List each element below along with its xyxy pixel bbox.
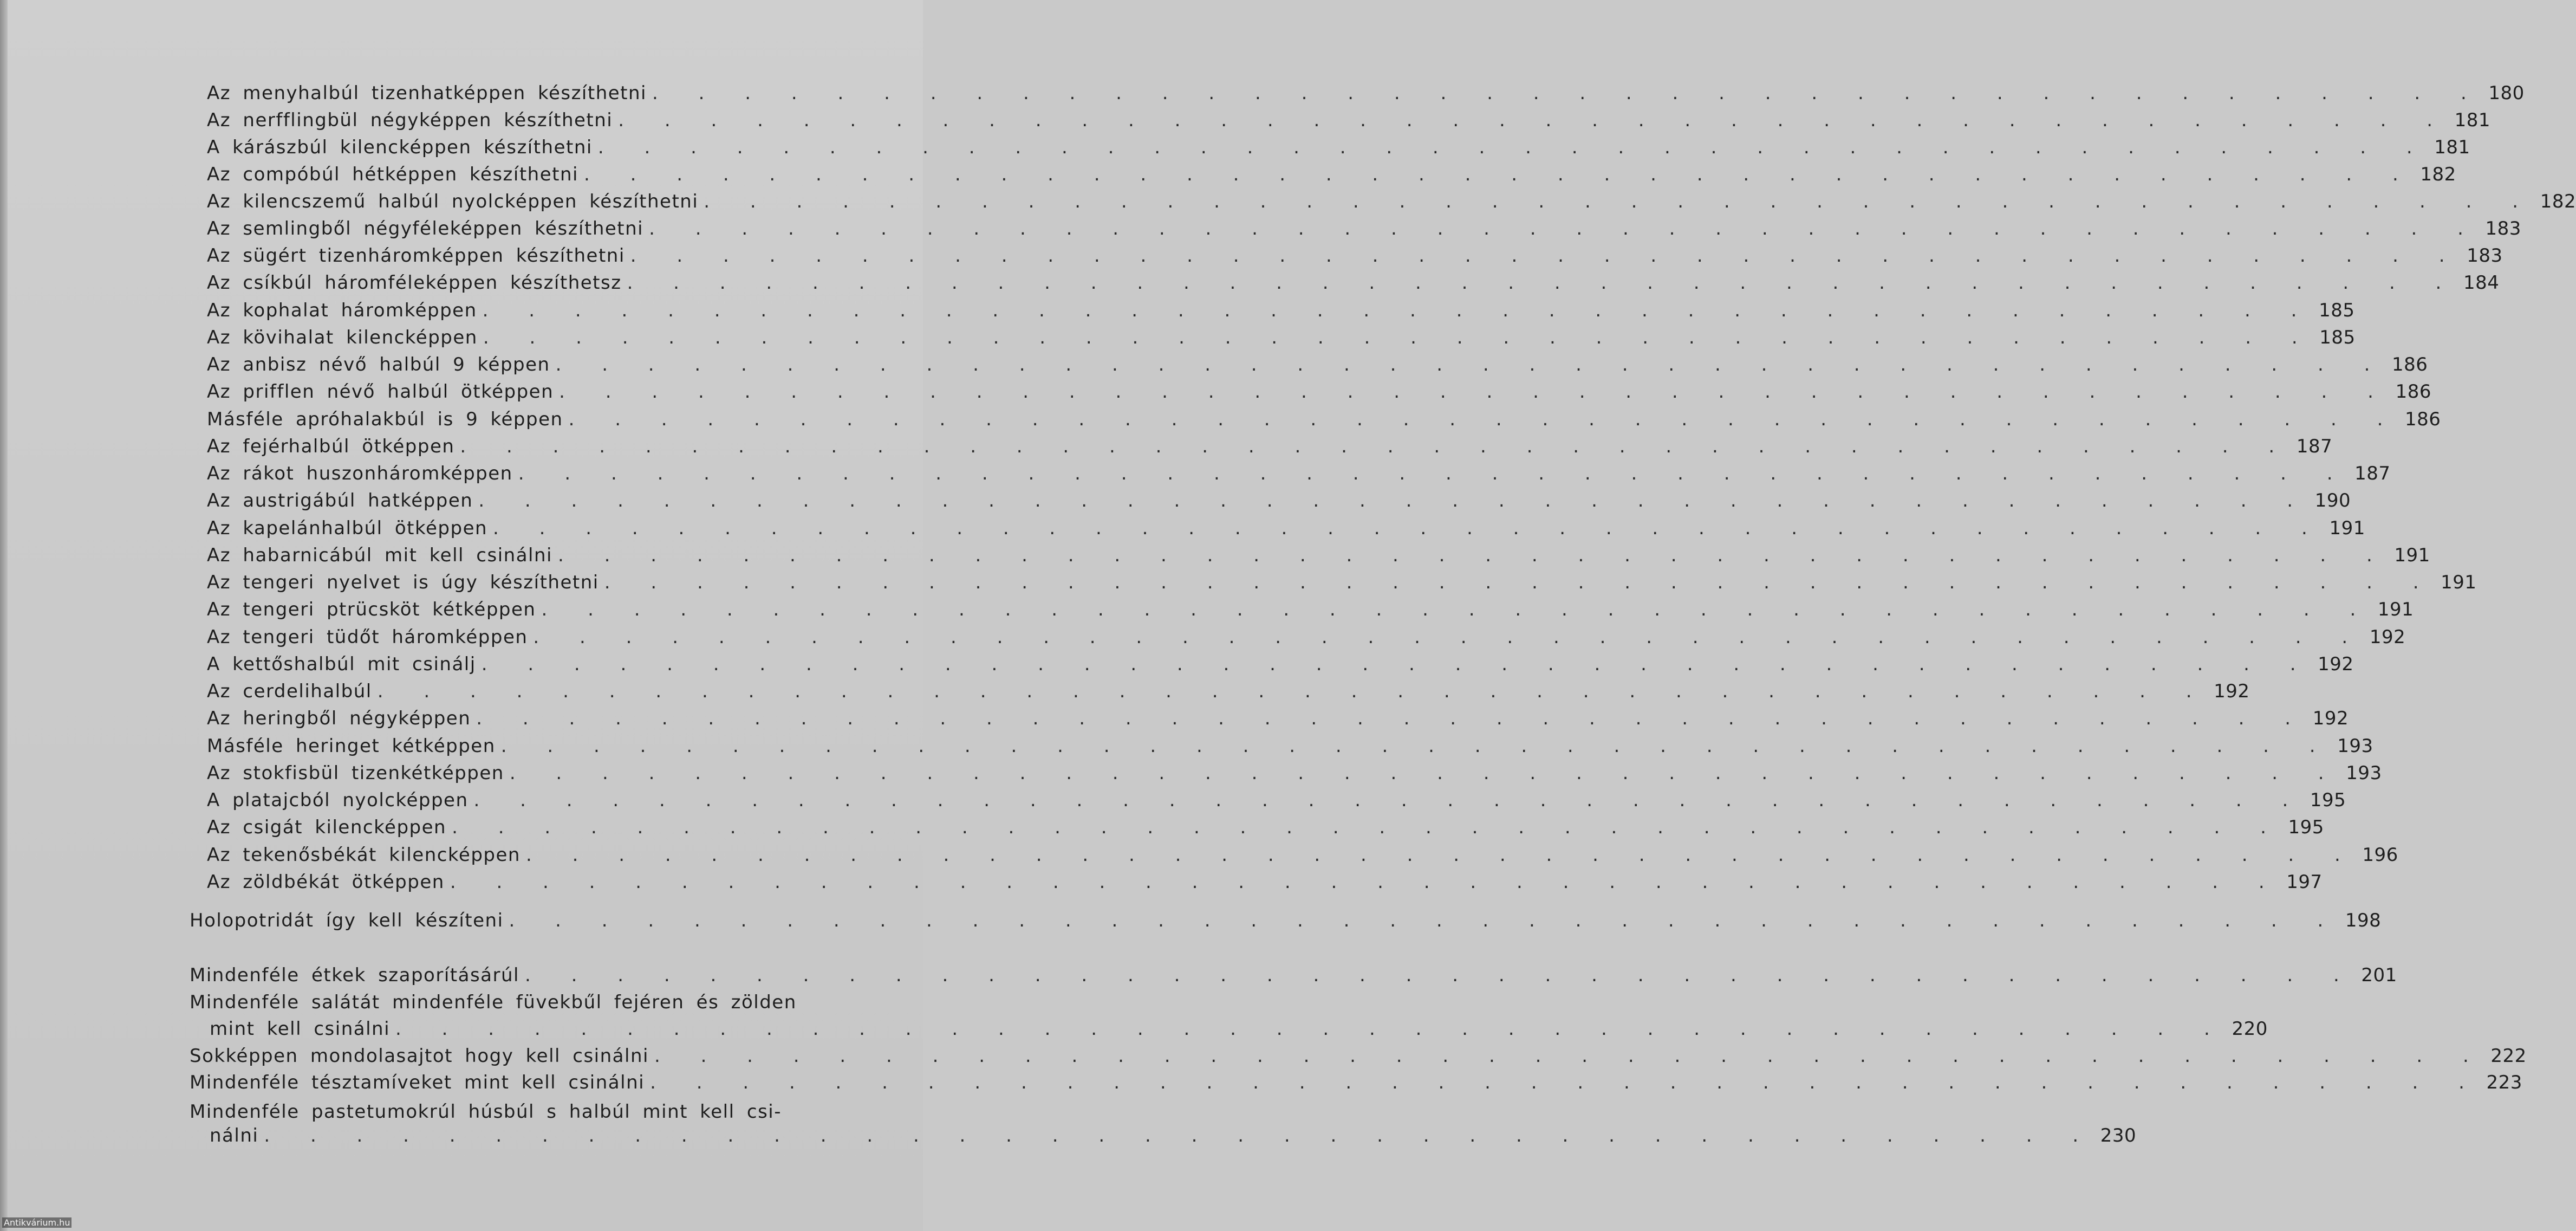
toc-entry-title: Az anbisz névő halbúl 9 képpen xyxy=(207,354,550,375)
toc-entry xyxy=(210,1124,2137,1148)
toc-entry xyxy=(190,1044,2527,1068)
toc-entry xyxy=(207,489,2351,513)
toc-entry-title: Az austrigábúl hatképpen xyxy=(207,490,473,511)
toc-entry xyxy=(207,81,2525,105)
toc-entry-title: Az habarnicábúl mit kell csinálni xyxy=(207,545,552,566)
toc-entry xyxy=(207,707,2349,730)
toc-entry-title: Az tekenősbékát kilencképpen xyxy=(207,844,521,866)
toc-entry-title-continuation: mint kell csinálni xyxy=(210,1018,391,1040)
toc-entry-title: Mindenféle étkek szaporításárúl xyxy=(190,964,519,986)
toc-page-number: 201 xyxy=(2361,964,2397,986)
toc-entry-title: Az semlingből négyféleképpen készíthetni xyxy=(207,218,644,239)
toc-leader-dots: . . . . . . . . . . . . . . . . . . . . . . . . . . . . . . . . . . . . . . . . xyxy=(533,626,2363,648)
toc-entry-title-line1: Mindenféle salátát mindenféle füvekbűl fejéren és zölden xyxy=(190,992,797,1013)
toc-leader-dots: . . . . . . . . . . . . . . . . . . . . . . . . . . . . . . . . . . . . . . . . xyxy=(452,817,2281,838)
toc-entry xyxy=(207,571,2477,594)
toc-entry-title: Az nerfflingbül négyképpen készíthetni xyxy=(207,109,613,131)
toc-leader-dots: . . . . . . . . . . . . . . . . . . . . . . . . . . . . . . . . . . . . . . . . xyxy=(473,789,2303,811)
toc-entry xyxy=(207,598,2414,621)
toc-leader-dots: . . . . . . . . . . . . . . . . . . . . . . . . . . . . . . . . . . . . . . . . xyxy=(568,409,2398,430)
toc-page-number: 193 xyxy=(2337,735,2373,757)
toc-entry-title-line1: Mindenféle pastetumokrúl húsbúl s halbúl mint kell csi- xyxy=(190,1101,782,1123)
toc-page-number: 187 xyxy=(2296,436,2333,457)
toc-entry-title: Mindenféle tésztamíveket mint kell csinálni xyxy=(190,1072,645,1093)
toc-page-number: 222 xyxy=(2490,1045,2527,1067)
toc-leader-dots: . . . . . . . . . . . . . . . . . . . . . . . . . . . . . . . . . . . . . . . . xyxy=(583,164,2413,185)
toc-page-number: 192 xyxy=(2214,681,2250,702)
toc-page-number: 182 xyxy=(2420,164,2456,185)
toc-page-number: 191 xyxy=(2377,599,2414,620)
toc-entry xyxy=(207,135,2470,159)
toc-entry-title: Az heringből négyképpen xyxy=(207,708,471,729)
toc-leader-dots: . . . . . . . . . . . . . . . . . . . . . . . . . . . . . . . . . . . . . . . . xyxy=(481,653,2311,675)
toc-page-number: 191 xyxy=(2441,572,2477,593)
toc-page-number: 183 xyxy=(2467,245,2503,267)
toc-entry-title: Másféle heringet kétképpen xyxy=(207,735,496,757)
toc-page-number: 195 xyxy=(2288,817,2324,838)
toc-leader-dots: . . . . . . . . . . . . . . . . . . . . . . . . . . . . . . . . . . . . . . . . xyxy=(500,735,2330,757)
toc-leader-dots: . . . . . . . . . . . . . . . . . . . . . . . . . . . . . . . . . . . . . . . . xyxy=(493,517,2322,539)
toc-entry xyxy=(207,543,2430,567)
toc-entry xyxy=(210,1017,2268,1041)
toc-leader-dots: . . . . . . . . . . . . . . . . . . . . . . . . . . . . . . . . . . . . . . . . xyxy=(518,463,2347,484)
toc-entry-title: Az kapelánhalbúl ötképpen xyxy=(207,517,488,539)
toc-leader-dots: . . . . . . . . . . . . . . . . . . . . . . . . . . . . . . . . . . . . . . . . xyxy=(460,436,2289,457)
toc-leader-dots: . . . . . . . . . . . . . . . . . . . . . . . . . . . . . . . . . . . . . . . . xyxy=(649,218,2478,239)
toc-entry xyxy=(190,1071,2522,1094)
toc-page-number: 192 xyxy=(2369,626,2406,648)
toc-entry-holopotrida xyxy=(190,909,2382,932)
toc-entry-title: Az sügért tizenháromképpen készíthetni xyxy=(207,245,625,267)
toc-entry xyxy=(207,516,2365,540)
toc-page-number: 230 xyxy=(2100,1125,2137,1146)
toc-entry xyxy=(207,244,2503,268)
toc-page-number: 184 xyxy=(2463,272,2500,294)
toc-entry xyxy=(190,963,2397,987)
toc-entry-title: A kárászbúl kilencképpen készíthetni xyxy=(207,137,593,158)
toc-entry xyxy=(207,679,2250,703)
toc-leader-dots: . . . . . . . . . . . . . . . . . . . . . . . . . . . . . . . . . . . . . . . . xyxy=(557,545,2387,566)
toc-entry-title: Holopotridát így kell készíteni xyxy=(190,910,504,931)
toc-entry-title: Az kövihalat kilencképpen xyxy=(207,327,478,348)
toc-page-number: 182 xyxy=(2540,191,2576,212)
toc-entry-title: Az compóbúl hétképpen készíthetni xyxy=(207,164,578,185)
toc-entry xyxy=(207,788,2346,812)
toc-entry xyxy=(207,625,2406,649)
toc-entry-title: Az rákot huszonháromképpen xyxy=(207,463,513,484)
toc-entry xyxy=(207,299,2355,322)
toc-entry xyxy=(207,734,2373,758)
toc-entry xyxy=(207,326,2356,349)
toc-entry-title: Sokképpen mondolasajtot hogy kell csinálni xyxy=(190,1045,649,1067)
toc-leader-dots: . . . . . . . . . . . . . . . . . . . . . . . . . . . . . . . . . . . . . . . . xyxy=(630,245,2460,267)
toc-entry xyxy=(207,271,2500,295)
toc-entry-title: Másféle apróhalakbúl is 9 képpen xyxy=(207,409,563,430)
toc-entry xyxy=(207,870,2323,894)
toc-page-number: 187 xyxy=(2354,463,2391,484)
toc-page-number: 223 xyxy=(2486,1072,2522,1093)
toc-page-number: 185 xyxy=(2319,300,2355,321)
toc-page-number: 186 xyxy=(2391,354,2428,375)
toc-entry-title: Az kophalat háromképpen xyxy=(207,300,477,321)
toc-entry xyxy=(207,462,2391,485)
toc-leader-dots: . . . . . . . . . . . . . . . . . . . . . . . . . . . . . . . . . . . . . . . . xyxy=(604,572,2434,593)
toc-leader-dots: . . . . . . . . . . . . . . . . . . . . . . . . . . . . . . . . . . . . . . . . xyxy=(627,272,2456,294)
toc-leader-dots: . . . . . . . . . . . . . . . . . . . . . . . . . . . . . . . . . . . . . . . . xyxy=(654,1045,2483,1067)
toc-entry-title: A platajcból nyolcképpen xyxy=(207,789,469,811)
toc-entry-title: Az zöldbékát ötképpen xyxy=(207,871,445,893)
toc-page-number: 193 xyxy=(2346,762,2382,784)
toc-leader-dots: . . . . . . . . . . . . . . . . . . . . . . . . . . . . . . . . . . . . . . . . xyxy=(650,1072,2479,1093)
toc-entry xyxy=(207,435,2333,458)
toc-leader-dots: . . . . . . . . . . . . . . . . . . . . . . . . . . . . . . . . . . . . . . . . xyxy=(450,871,2279,893)
toc-entry-title: Az fejérhalbúl ötképpen xyxy=(207,436,455,457)
toc-leader-dots: . . . . . . . . . . . . . . . . . . . . . . . . . . . . . . . . . . . . . . . . xyxy=(555,354,2385,375)
toc-entry-title-continuation: nálni xyxy=(210,1125,259,1146)
toc-entry xyxy=(207,217,2521,241)
toc-entry-title: A kettőshalbúl mit csinálj xyxy=(207,653,476,675)
toc-page-number: 195 xyxy=(2310,789,2346,811)
toc-page-number: 192 xyxy=(2318,653,2354,675)
toc-leader-dots: . . . . . . . . . . . . . . . . . . . . . . . . . . . . . . . . . . . . . . . . xyxy=(559,381,2388,403)
toc-page-number: 198 xyxy=(2345,910,2382,931)
toc-entry xyxy=(207,163,2456,186)
toc-entry-title: Az cerdelihalbúl xyxy=(207,681,372,702)
toc-entry xyxy=(207,815,2324,839)
toc-leader-dots: . . . . . . . . . . . . . . . . . . . . . . . . . . . . . . . . . . . . . . . . xyxy=(483,327,2312,348)
toc-entry xyxy=(207,380,2431,404)
toc-entry-title: Az stokfisbül tizenkétképpen xyxy=(207,762,504,784)
toc-page-number: 183 xyxy=(2485,218,2521,239)
toc-page-number: 191 xyxy=(2394,545,2430,566)
toc-page-number: 186 xyxy=(2404,409,2441,430)
toc-entry xyxy=(207,190,2576,213)
toc-leader-dots: . . . . . . . . . . . . . . . . . . . . . . . . . . . . . . . . . . . . . . . . xyxy=(652,82,2481,104)
toc-leader-dots: . . . . . . . . . . . . . . . . . . . . . . . . . . . . . . . . . . . . . . . . xyxy=(264,1125,2093,1146)
toc-entry-title: Az csíkbúl háromféleképpen készíthetsz xyxy=(207,272,622,294)
toc-leader-dots: . . . . . . . . . . . . . . . . . . . . . . . . . . . . . . . . . . . . . . . . xyxy=(704,191,2533,212)
toc-entry xyxy=(207,761,2382,785)
toc-page-number: 192 xyxy=(2312,708,2349,729)
toc-page-number: 185 xyxy=(2319,327,2356,348)
toc-leader-dots: . . . . . . . . . . . . . . . . . . . . . . . . . . . . . . . . . . . . . . . . xyxy=(509,910,2338,931)
toc-page-number: 190 xyxy=(2314,490,2351,511)
toc-page-number: 186 xyxy=(2395,381,2431,403)
toc-leader-dots: . . . . . . . . . . . . . . . . . . . . . . . . . . . . . . . . . . . . . . . . xyxy=(524,964,2354,986)
toc-entry-title: Az csigát kilencképpen xyxy=(207,817,447,838)
toc-leader-dots: . . . . . . . . . . . . . . . . . . . . . . . . . . . . . . . . . . . . . . . . xyxy=(525,844,2355,866)
toc-leader-dots: . . . . . . . . . . . . . . . . . . . . . . . . . . . . . . . . . . . . . . . . xyxy=(541,599,2371,620)
toc-leader-dots: . . . . . . . . . . . . . . . . . . . . . . . . . . . . . . . . . . . . . . . . xyxy=(478,490,2308,511)
toc-leader-dots: . . . . . . . . . . . . . . . . . . . . . . . . . . . . . . . . . . . . . . . . xyxy=(476,708,2306,729)
toc-entry-title: Az tengeri nyelvet is úgy készíthetni xyxy=(207,572,599,593)
toc-entry xyxy=(207,108,2491,132)
toc-page-number: 197 xyxy=(2286,871,2323,893)
toc-entry xyxy=(207,843,2398,867)
toc-page-number: 196 xyxy=(2362,844,2398,866)
toc-leader-dots: . . . . . . . . . . . . . . . . . . . . . . . . . . . . . . . . . . . . . . . . xyxy=(482,300,2312,321)
toc-page-number: 181 xyxy=(2454,109,2491,131)
toc-entry-title: Az tengeri tüdőt háromképpen xyxy=(207,626,528,648)
toc-page-number: 220 xyxy=(2232,1018,2268,1040)
toc-leader-dots: . . . . . . . . . . . . . . . . . . . . . . . . . . . . . . . . . . . . . . . . xyxy=(509,762,2339,784)
toc-entry-title: Az kilencszemű halbúl nyolcképpen készíthetni xyxy=(207,191,699,212)
toc-entry xyxy=(207,353,2428,377)
toc-entry xyxy=(207,407,2441,431)
toc-entry xyxy=(207,652,2354,676)
toc-page-number: 191 xyxy=(2329,517,2365,539)
toc-page-number: 181 xyxy=(2434,137,2470,158)
toc-entry-title: Az prifflen névő halbúl ötképpen xyxy=(207,381,554,403)
toc-leader-dots: . . . . . . . . . . . . . . . . . . . . . . . . . . . . . . . . . . . . . . . . xyxy=(377,681,2207,702)
toc-leader-dots: . . . . . . . . . . . . . . . . . . . . . . . . . . . . . . . . . . . . . . . . xyxy=(597,137,2427,158)
toc-leader-dots: . . . . . . . . . . . . . . . . . . . . . . . . . . . . . . . . . . . . . . . . xyxy=(395,1018,2224,1040)
toc-leader-dots: . . . . . . . . . . . . . . . . . . . . . . . . . . . . . . . . . . . . . . . . xyxy=(618,109,2448,131)
toc-page-number: 180 xyxy=(2488,82,2525,104)
toc-entry-title: Az menyhalbúl tizenhatképpen készíthetni xyxy=(207,82,647,104)
toc-entry-title: Az tengeri ptrücsköt kétképpen xyxy=(207,599,536,620)
watermark: Antikvárium.hu xyxy=(2,1217,71,1228)
